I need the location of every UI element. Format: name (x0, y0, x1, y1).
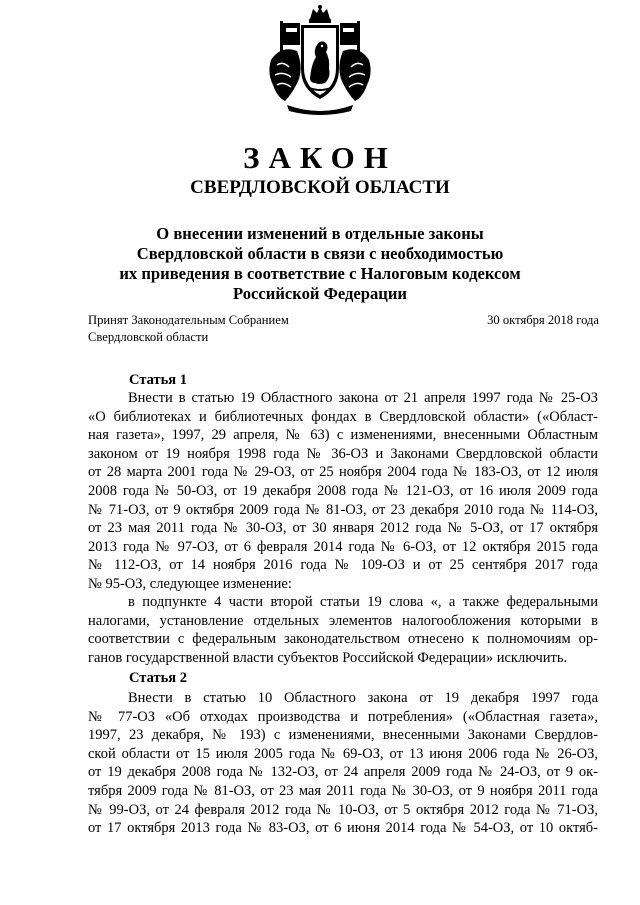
adoption-line: Принят Законодательным Собранием (88, 313, 289, 327)
text-line: в подпункте 4 части второй статьи 19 слова «, а также федеральными (128, 594, 598, 610)
document-region: СВЕРДЛОВСКОЙ ОБЛАСТИ (190, 177, 450, 198)
text-line: № 77-ОЗ «Об отходах производства и потребления» («Областная газета», (88, 708, 598, 725)
text-line: налогами, установление отдельных элементов налогообложения которыми в (88, 612, 598, 629)
text-line: законом от 19 ноября 1998 года № 36-ОЗ и Законами Свердловской области (88, 445, 598, 462)
adoption-note (88, 312, 289, 346)
text-line: № 99-ОЗ, от 24 февраля 2012 года № 10-ОЗ, от 5 октября 2012 года № 71-ОЗ, (88, 801, 598, 818)
subject-line: О внесении изменений в отдельные законы (156, 224, 484, 243)
adoption-line: Свердловской области (88, 330, 209, 344)
text-line: ная газета», 1997, 29 апреля, № 63) с изменениями, внесенными Областным (88, 427, 598, 444)
text-line: 2008 года № 50-ОЗ, от 19 декабря 2008 года № 121-ОЗ, от 16 июля 2009 года (88, 482, 598, 499)
text-line: от 23 мая 2011 года № 30-ОЗ, от 30 января 2012 года № 5-ОЗ, от 17 октября (88, 520, 598, 537)
text-line: от 28 марта 2001 года № 29-ОЗ, от 25 ноября 2004 года № 183-ОЗ, от 12 июля (88, 464, 598, 481)
text-line: ской области от 15 июля 2005 года № 69-ОЗ, от 13 июня 2006 года № 26-ОЗ, (88, 745, 598, 762)
text-line: от 17 октября 2013 года № 83-ОЗ, от 6 июня 2014 года № 54-ОЗ, от 10 октяб- (88, 820, 598, 837)
article-1-paragraph-1 (88, 389, 598, 594)
article-1-paragraph-2 (88, 593, 598, 667)
text-line: № 112-ОЗ, от 14 ноября 2016 года № 109-ОЗ и от 25 сентября 2017 года (88, 557, 598, 574)
text-line: тября 2009 года № 81-ОЗ, от 23 мая 2011 года № 30-ОЗ, от 9 ноября 2011 года (88, 782, 598, 799)
subject-line: Свердловской области в связи с необходимостью (136, 244, 504, 263)
text-line: Внести в статью 19 Областного закона от 21 апреля 1997 года № 25-ОЗ (128, 390, 598, 406)
text-line: № 71-ОЗ, от 9 октября 2009 года № 81-ОЗ, от 23 декабря 2010 года № 114-ОЗ, (88, 501, 598, 518)
document-title: ЗАКОН (243, 140, 397, 175)
subject-line: их приведения в соответствие с Налоговым кодексом (119, 264, 521, 283)
article-1-title: Статья 1 (129, 372, 187, 388)
subject-line: Российской Федерации (233, 284, 407, 303)
coat-of-arms-emblem (263, 5, 377, 117)
article-2-title: Статья 2 (129, 670, 187, 686)
adoption-date: 30 октября 2018 года (487, 313, 599, 327)
text-line: № 95-ОЗ, следующее изменение: (88, 575, 292, 592)
text-line: 2013 года № 97-ОЗ, от 6 февраля 2014 года № 6-ОЗ, от 12 октября 2015 года (88, 538, 598, 555)
text-line: 1997, 23 декабря, № 193) с изменениями, внесенными Законами Свердлов- (88, 727, 598, 744)
text-line: от 19 декабря 2008 года № 132-ОЗ, от 24 апреля 2009 года № 24-ОЗ, от 9 ок- (88, 764, 598, 781)
text-line: Внести в статью 10 Областного закона от 19 декабря 1997 года (128, 690, 598, 706)
law-subject-title (110, 224, 530, 304)
text-line: ганов государственной власти субъектов Российской Федерации» исключить. (88, 649, 568, 666)
text-line: «О библиотеках и библиотечных фондах в Свердловской области» («Област- (88, 408, 598, 425)
text-line: соответствии с федеральным законодательством отнесено к полномочиям ор- (88, 631, 598, 648)
article-2-paragraph-1 (88, 689, 598, 838)
